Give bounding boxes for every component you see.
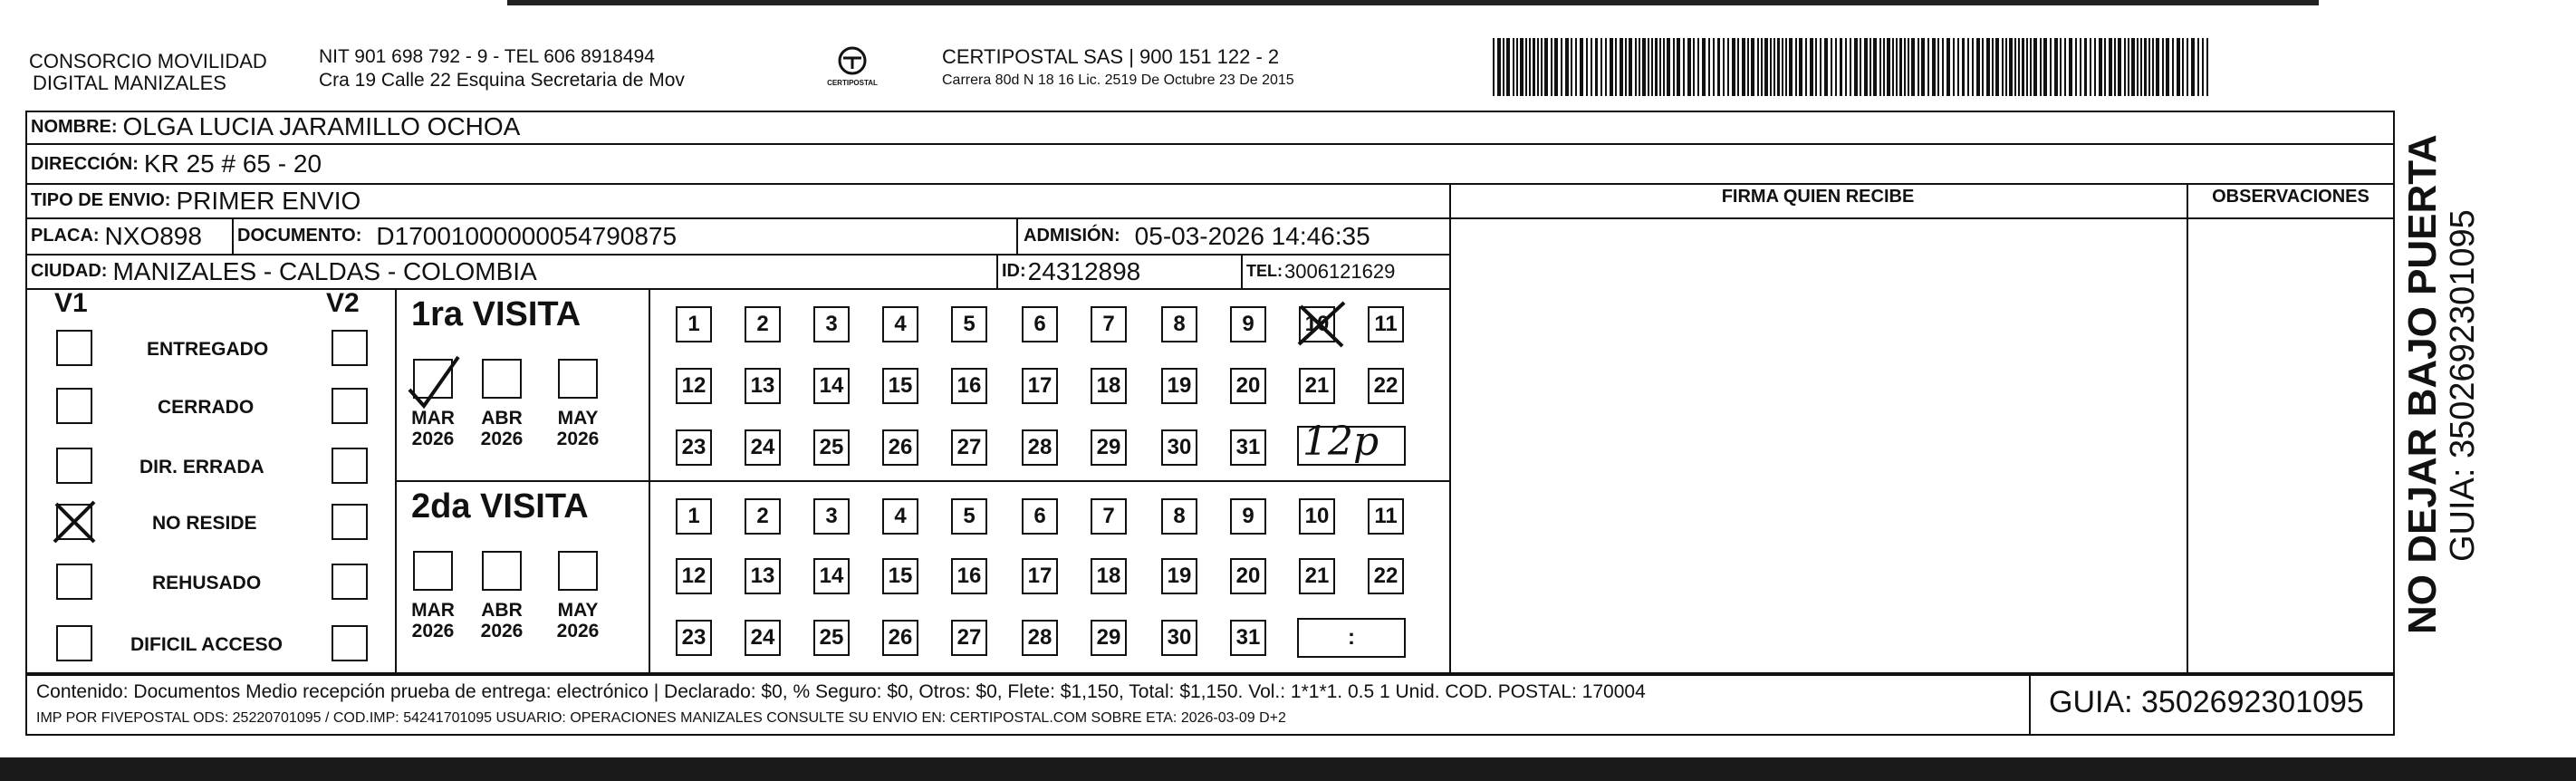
status-option-label: DIFICIL ACCESO: [130, 634, 284, 655]
second-visit-time-placeholder: :: [1348, 625, 1355, 650]
direccion-label: DIRECCIÓN:: [31, 153, 139, 174]
day-box[interactable]: 5: [951, 306, 987, 342]
day-box[interactable]: 21: [1299, 368, 1335, 404]
v1-checkbox[interactable]: [56, 564, 92, 600]
month-label: [476, 408, 527, 449]
footer-guia: GUIA: 3502692301095: [2049, 685, 2364, 719]
v1-header: V1: [54, 288, 88, 318]
day-box[interactable]: 26: [882, 429, 918, 466]
day-box[interactable]: 6: [1022, 498, 1058, 535]
status-option-label: DIR. ERRADA: [139, 457, 264, 477]
day-box[interactable]: 21: [1299, 558, 1335, 594]
col-line: [232, 217, 234, 254]
first-visit-time-handwritten: 12p: [1302, 419, 1379, 465]
month-year: 2026: [556, 621, 600, 642]
certipostal-logo: [821, 45, 884, 96]
id-label: ID:: [1002, 261, 1026, 281]
row-line: [25, 288, 1449, 290]
day-box[interactable]: 10: [1299, 498, 1335, 535]
col-line: [996, 254, 998, 288]
day-box[interactable]: 3: [813, 306, 850, 342]
day-box[interactable]: 2: [745, 498, 781, 535]
placa-row: [31, 218, 202, 254]
firma-label: FIRMA QUIEN RECIBE: [1721, 187, 1915, 207]
month-label: [476, 600, 527, 641]
status-option-label: CERRADO: [158, 397, 255, 418]
observaciones-label: OBSERVACIONES: [2212, 187, 2369, 207]
day-box[interactable]: 14: [813, 368, 850, 404]
v2-checkbox[interactable]: [332, 564, 368, 600]
day-box[interactable]: 13: [745, 558, 781, 594]
col-line: [1449, 183, 1451, 672]
month-year: 2026: [411, 429, 455, 450]
day-box[interactable]: 30: [1161, 429, 1197, 466]
day-box[interactable]: 24: [745, 620, 781, 656]
day-box[interactable]: 25: [813, 620, 850, 656]
carrier-name: CERTIPOSTAL SAS | 900 151 122 - 2: [942, 45, 1280, 68]
placa-label: PLACA:: [31, 226, 100, 246]
month-label: [408, 408, 458, 449]
month-checkbox[interactable]: [558, 359, 598, 399]
col-line: [2187, 183, 2188, 672]
month-name: MAR: [411, 600, 455, 621]
day-box[interactable]: 8: [1161, 306, 1197, 342]
day-box[interactable]: 13: [745, 368, 781, 404]
day-box[interactable]: 4: [882, 306, 918, 342]
month-label: [553, 600, 603, 641]
day-box[interactable]: 17: [1022, 368, 1058, 404]
tipo-value: PRIMER ENVIO: [176, 186, 361, 215]
admision-cell: [1024, 218, 1370, 254]
v2-checkbox[interactable]: [332, 625, 368, 661]
status-option-label: ENTREGADO: [147, 339, 269, 360]
day-box[interactable]: 1: [676, 306, 712, 342]
company-line1: CONSORCIO MOVILIDAD: [29, 50, 267, 72]
day-box[interactable]: 11: [1368, 498, 1404, 535]
documento-cell: [237, 218, 677, 254]
v2-checkbox[interactable]: [332, 448, 368, 484]
day-box[interactable]: 23: [676, 620, 712, 656]
admision-label: ADMISIÓN:: [1024, 226, 1120, 246]
nombre-value: OLGA LUCIA JARAMILLO OCHOA: [122, 112, 521, 140]
day-box[interactable]: 4: [882, 498, 918, 535]
day-box[interactable]: 15: [882, 368, 918, 404]
barcode: [1493, 38, 2208, 96]
ciudad-label: CIUDAD:: [31, 261, 108, 281]
col-line: [2393, 672, 2395, 736]
nombre-row: [31, 111, 520, 143]
day-box[interactable]: 19: [1161, 368, 1197, 404]
day-box[interactable]: 28: [1022, 620, 1058, 656]
month-checkbox[interactable]: [482, 551, 522, 591]
day-box[interactable]: 20: [1230, 368, 1266, 404]
month-name: ABR: [481, 408, 523, 429]
tel-label: TEL:: [1246, 262, 1283, 280]
row-line: [25, 183, 2395, 185]
day-box[interactable]: 10: [1299, 306, 1335, 342]
col-line: [1016, 217, 1018, 254]
nombre-label: NOMBRE:: [31, 116, 118, 137]
tel-value: 3006121629: [1284, 259, 1396, 283]
direccion-value: KR 25 # 65 - 20: [143, 149, 322, 178]
nit-text: NIT 901 698 792 - 9 - TEL 606 8918494: [319, 46, 655, 67]
placa-value: NXO898: [104, 221, 202, 250]
carrier-info: [942, 45, 1294, 92]
month-year: 2026: [480, 621, 524, 642]
documento-value: D17001000000054790875: [376, 221, 678, 250]
footer-imp: IMP POR FIVEPOSTAL ODS: 25220701095 / COD.IMP: 54241701095 USUARIO: OPERACIONES MANIZALES CONSULTE SU ENVIO EN: CERTIPOSTAL.COM SOBRE ETA: 2026-03-09 D+2: [36, 710, 1286, 726]
day-box[interactable]: 29: [1091, 429, 1127, 466]
day-box[interactable]: 8: [1161, 498, 1197, 535]
ciudad-value: MANIZALES - CALDAS - COLOMBIA: [112, 256, 537, 285]
day-box[interactable]: 24: [745, 429, 781, 466]
side-no-dejar: [2400, 127, 2446, 634]
day-box[interactable]: 1: [676, 498, 712, 535]
ciudad-row: [31, 255, 537, 288]
side-guia: [2444, 181, 2483, 562]
day-box[interactable]: 12: [676, 368, 712, 404]
day-box[interactable]: 20: [1230, 558, 1266, 594]
month-label: [408, 600, 458, 641]
tel-cell: [1246, 255, 1395, 288]
row-line: [395, 480, 1449, 482]
month-label: [553, 408, 603, 449]
day-box[interactable]: 26: [882, 620, 918, 656]
v2-checkbox[interactable]: [332, 388, 368, 424]
first-visit-title: 1ra VISITA: [411, 295, 582, 333]
month-year: 2026: [480, 429, 524, 450]
carrier-address: Carrera 80d N 18 16 Lic. 2519 De Octubre 23 De 2015: [942, 72, 1294, 88]
day-cross-mark: [1292, 297, 1355, 352]
day-box[interactable]: 12: [676, 558, 712, 594]
v2-header: V2: [326, 288, 360, 318]
day-box[interactable]: 22: [1368, 558, 1404, 594]
day-box[interactable]: 19: [1161, 558, 1197, 594]
v1-checkbox[interactable]: [56, 330, 92, 366]
v1-check-mark: [49, 497, 100, 547]
row-line: [25, 672, 2395, 674]
day-box[interactable]: 7: [1091, 498, 1127, 535]
v2-checkbox[interactable]: [332, 504, 368, 540]
no-dejar-text: NO DEJAR BAJO PUERTA: [2400, 134, 2445, 634]
month-name: MAY: [557, 408, 599, 429]
day-box[interactable]: 2: [745, 306, 781, 342]
side-guia-text: GUIA: 3502692301095: [2444, 209, 2482, 562]
company-line2: DIGITAL MANIZALES: [33, 72, 226, 94]
company-info: [319, 45, 685, 92]
day-box[interactable]: 3: [813, 498, 850, 535]
month-checkbox[interactable]: [558, 551, 598, 591]
month-checkbox[interactable]: [413, 551, 453, 591]
day-box[interactable]: 5: [951, 498, 987, 535]
status-option-label: NO RESIDE: [152, 513, 257, 534]
day-box[interactable]: 27: [951, 429, 987, 466]
scan-edge-bottom: [0, 757, 2576, 781]
company-name: [29, 51, 267, 94]
scan-edge-top: [507, 0, 2319, 5]
v2-checkbox[interactable]: [332, 330, 368, 366]
day-box[interactable]: 16: [951, 368, 987, 404]
day-box[interactable]: 18: [1091, 368, 1127, 404]
second-visit-time-box: [1297, 618, 1406, 658]
day-box[interactable]: 29: [1091, 620, 1127, 656]
row-line: [25, 734, 2395, 736]
day-box[interactable]: 17: [1022, 558, 1058, 594]
day-box[interactable]: 15: [882, 558, 918, 594]
v1-checkbox[interactable]: [56, 625, 92, 661]
tipo-row: [31, 184, 360, 217]
day-box[interactable]: 28: [1022, 429, 1058, 466]
month-name: ABR: [481, 600, 523, 621]
month-year: 2026: [411, 621, 455, 642]
id-cell: [1002, 255, 1140, 288]
direccion-row: [31, 145, 322, 183]
col-line: [1241, 254, 1243, 288]
month-checkbox[interactable]: [482, 359, 522, 399]
day-box[interactable]: 11: [1368, 306, 1404, 342]
day-box[interactable]: 31: [1230, 620, 1266, 656]
day-box[interactable]: 22: [1368, 368, 1404, 404]
logo-icon: [834, 45, 870, 76]
col-line: [2029, 672, 2031, 736]
day-box[interactable]: 25: [813, 429, 850, 466]
col-line: [25, 672, 27, 736]
company-address: Cra 19 Calle 22 Esquina Secretaria de Mov: [319, 70, 685, 91]
day-box[interactable]: 27: [951, 620, 987, 656]
day-box[interactable]: 16: [951, 558, 987, 594]
day-box[interactable]: 14: [813, 558, 850, 594]
documento-label: DOCUMENTO:: [237, 226, 362, 246]
id-value: 24312898: [1027, 256, 1141, 285]
day-box[interactable]: 9: [1230, 498, 1266, 535]
admision-value: 05-03-2026 14:46:35: [1134, 221, 1370, 250]
month-name: MAY: [557, 600, 599, 621]
v1-checkbox[interactable]: [56, 448, 92, 484]
day-box[interactable]: 18: [1091, 558, 1127, 594]
logo-text: CERTIPOSTAL: [827, 79, 878, 87]
barcode-bars: [1493, 38, 2208, 96]
day-box[interactable]: 31: [1230, 429, 1266, 466]
v1-checkbox[interactable]: [56, 388, 92, 424]
day-box[interactable]: 9: [1230, 306, 1266, 342]
second-visit-title: 2da VISITA: [411, 487, 589, 525]
month-year: 2026: [556, 429, 600, 450]
day-box[interactable]: 6: [1022, 306, 1058, 342]
day-box[interactable]: 7: [1091, 306, 1127, 342]
day-box[interactable]: 23: [676, 429, 712, 466]
day-box[interactable]: 30: [1161, 620, 1197, 656]
month-check-mark: [404, 350, 476, 413]
tipo-label: TIPO DE ENVIO:: [31, 190, 171, 210]
status-option-label: REHUSADO: [152, 573, 262, 593]
row-line: [25, 143, 2395, 145]
month-name: MAR: [411, 408, 455, 429]
footer-contenido: Contenido: Documentos Medio recepción prueba de entrega: electrónico | Declarado: $0, % Seguro: $0, Otros: $0, Flete: $1,150, Total: $1,150. Vol.: 1*1*1. 0.5 1 Unid. COD. POSTAL: 170004: [36, 681, 1646, 702]
